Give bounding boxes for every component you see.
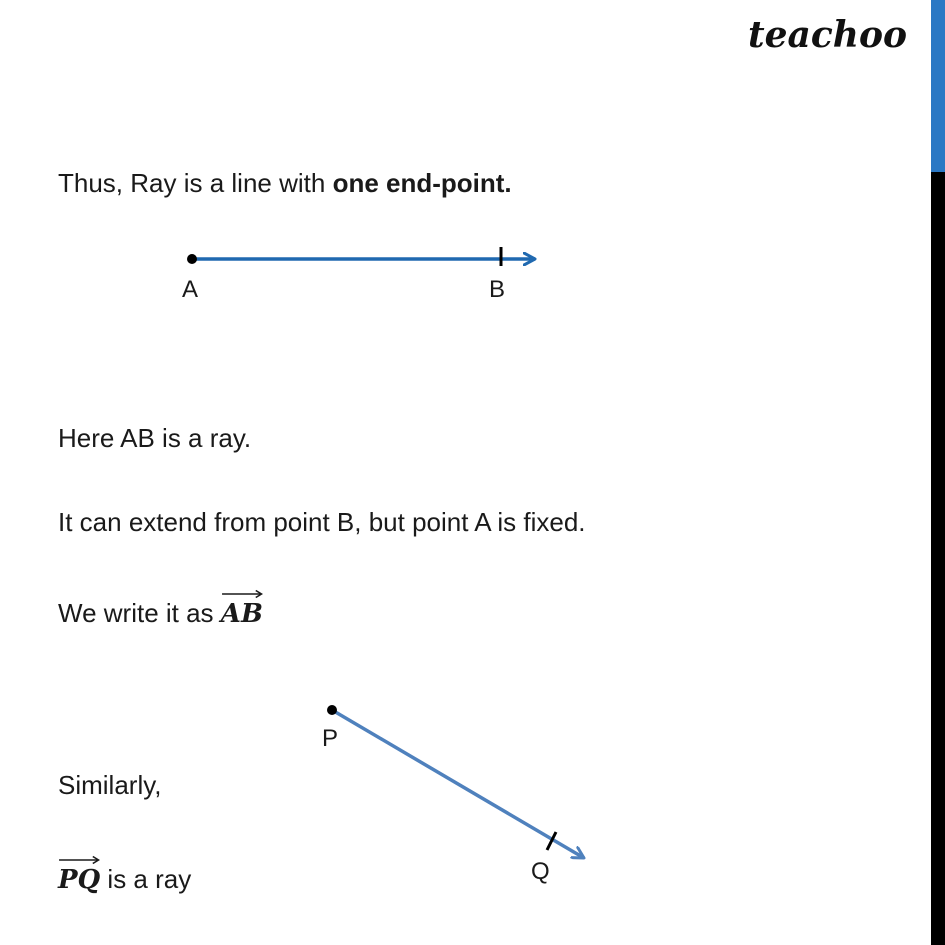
pq-notation-text: PQ (58, 865, 101, 895)
point-a-dot (187, 254, 197, 264)
point-a-label: A (182, 276, 199, 303)
ray-pq-line (332, 710, 584, 858)
notation-line (58, 598, 263, 629)
extend-text: It can extend from point B, but point A is fixed. (58, 507, 586, 537)
intro-bold: one end-point. (332, 168, 512, 198)
teachoo-logo: teachoo (748, 14, 907, 56)
point-q-label: Q (531, 858, 550, 885)
here-ab-text: Here AB is a ray. (58, 423, 252, 453)
overarrow-icon (221, 589, 263, 599)
pq-vector-notation (58, 865, 100, 895)
point-p-label: P (322, 725, 339, 752)
point-b-label: B (489, 276, 506, 303)
intro-prefix: Thus, Ray is a line with (58, 168, 333, 198)
ab-vector-notation (221, 599, 263, 629)
similarly-text: Similarly, (58, 770, 162, 800)
ab-notation-text: AB (220, 599, 263, 629)
pq-line (58, 864, 191, 895)
write-prefix: We write it as (58, 598, 221, 628)
overarrow-icon (58, 855, 100, 865)
point-p-dot (327, 705, 337, 715)
pq-suffix: is a ray (100, 864, 192, 894)
